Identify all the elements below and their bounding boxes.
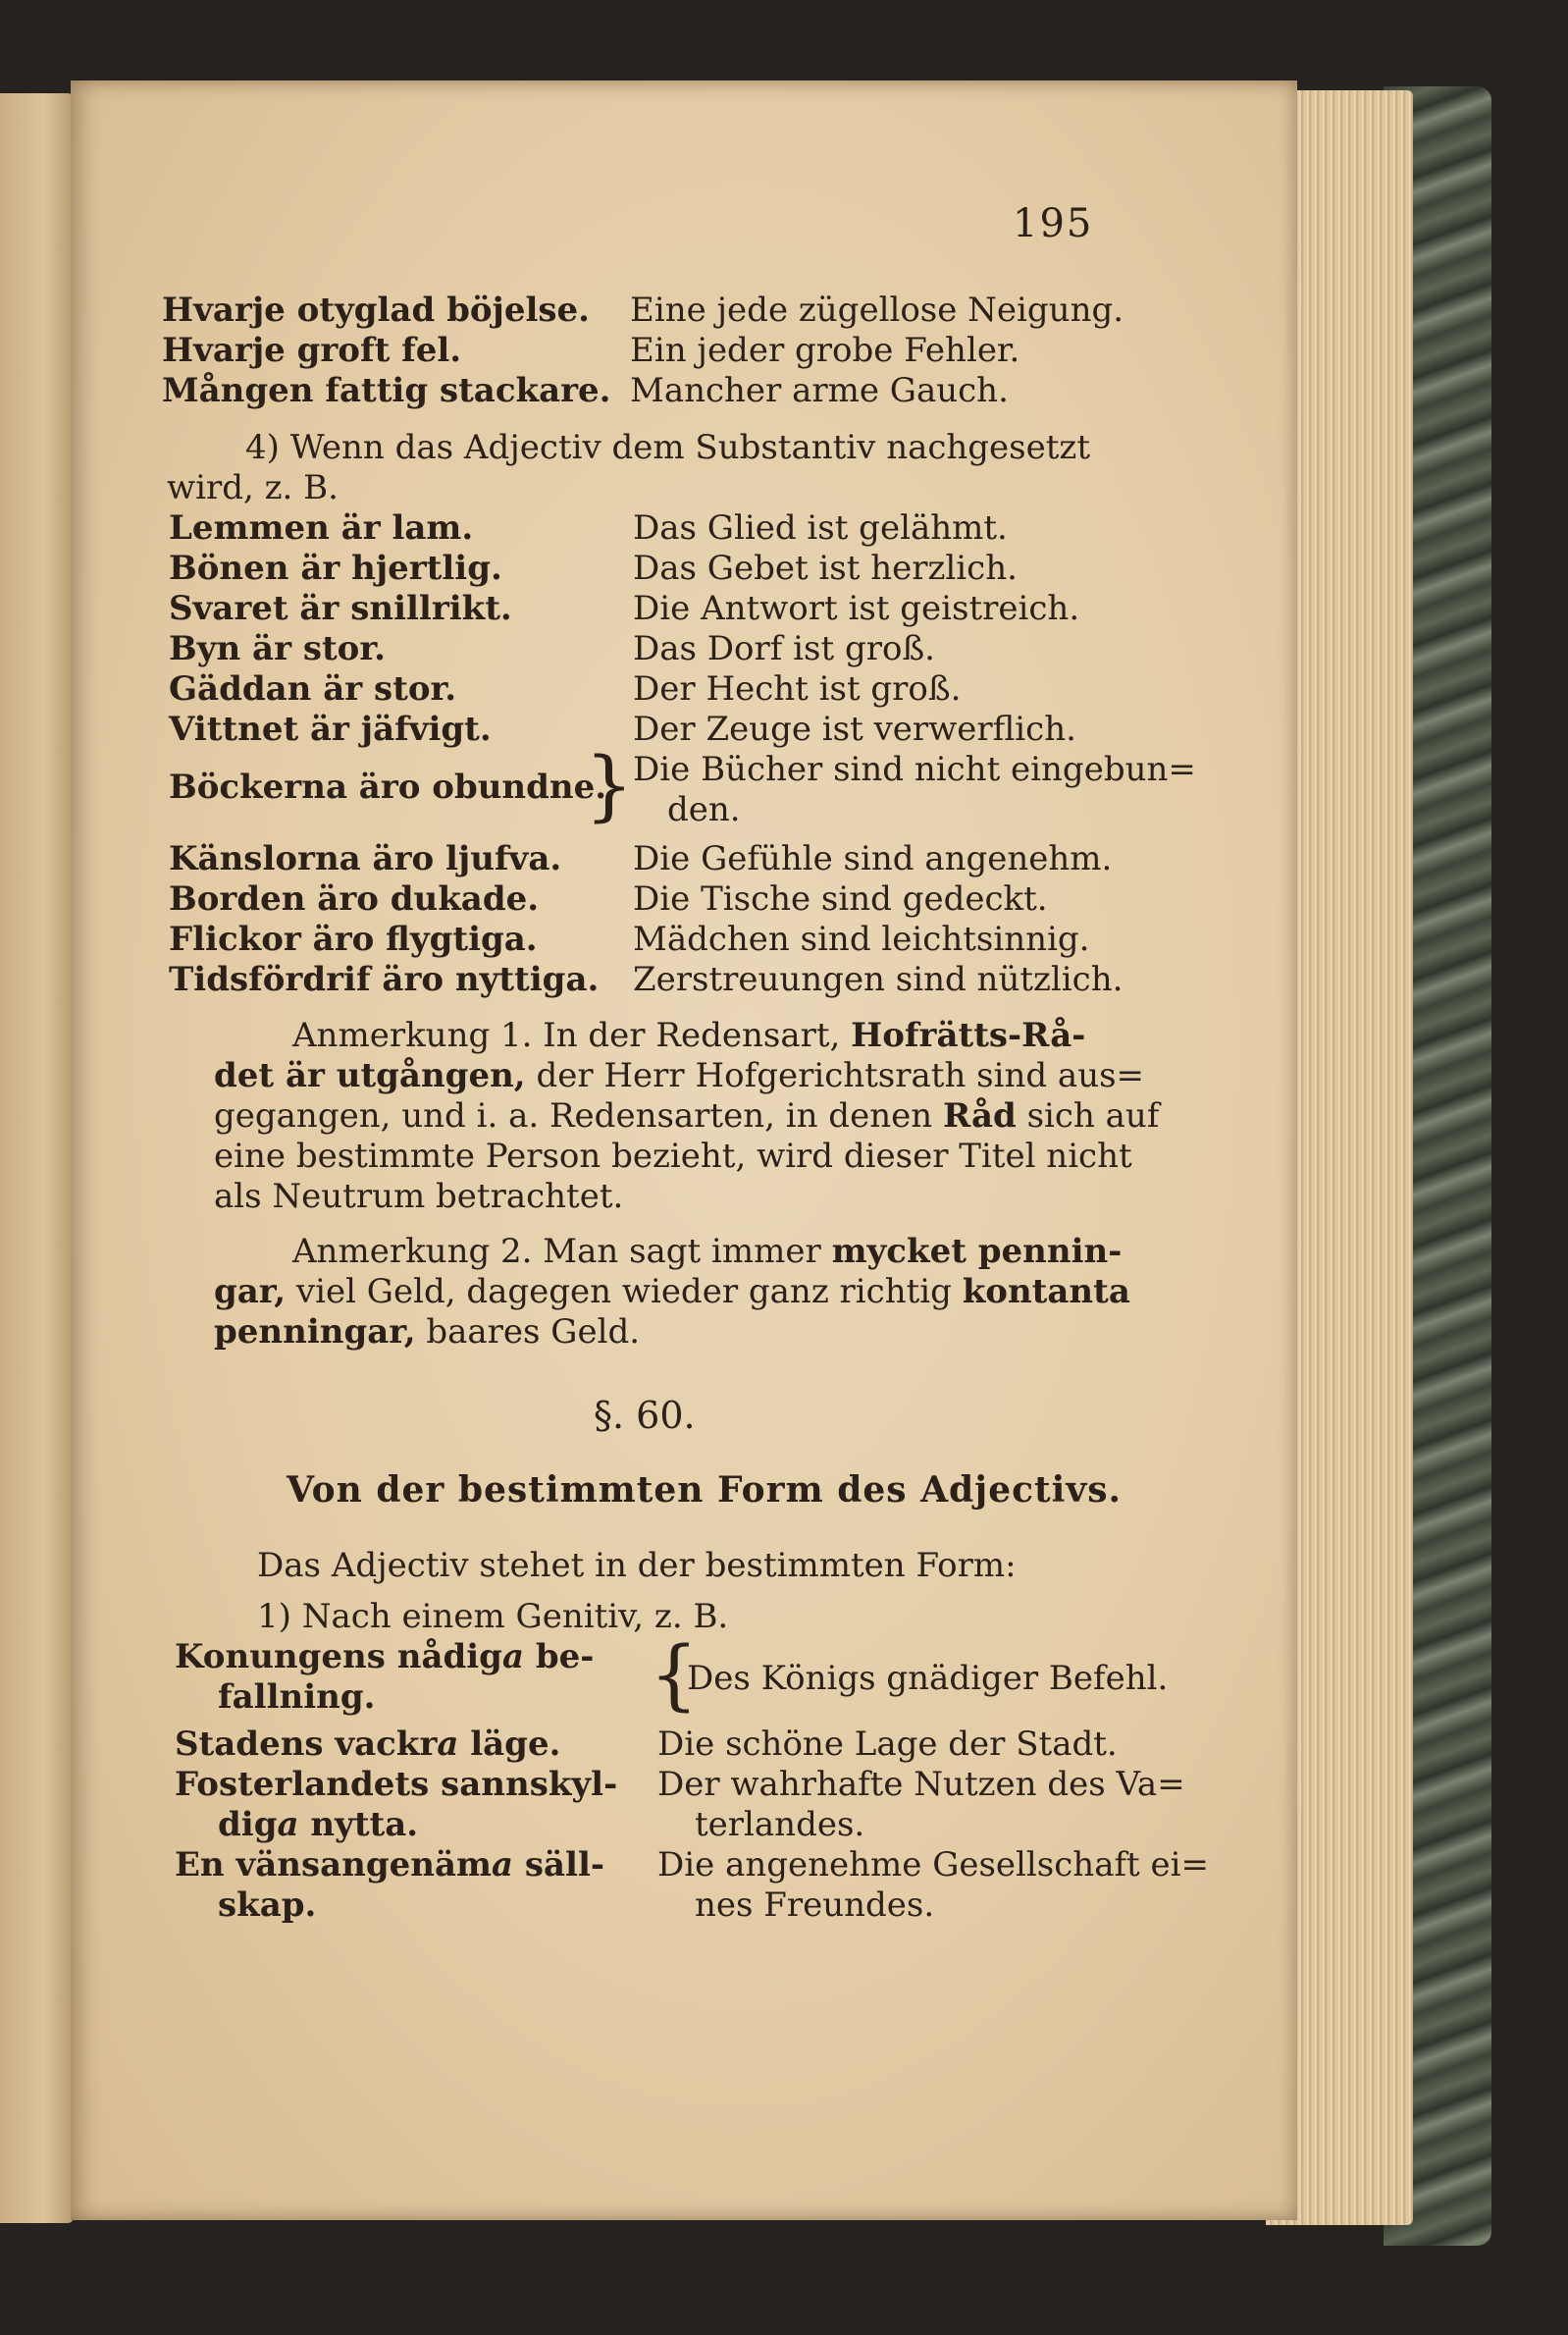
swedish-phrase: Flickor äro flygtiga.: [169, 920, 538, 959]
note-2-line: Anmerkung 2. Man sagt immer mycket pennin-: [292, 1232, 1123, 1271]
swedish-phrase: Svaret är snillrikt.: [169, 589, 512, 628]
german-phrase: Zerstreuungen sind nützlich.: [633, 960, 1124, 999]
swedish-phrase: Hvarje groft fel.: [162, 331, 462, 370]
section-heading: Von der bestimmten Form des Adjectivs.: [287, 1469, 1123, 1511]
german-phrase: Das Dorf ist groß.: [633, 629, 935, 668]
note-1-line: eine bestimmte Person bezieht, wird dieser Titel nicht: [214, 1137, 1132, 1176]
swedish-phrase: Fosterlandets sannskyl-: [175, 1765, 618, 1804]
german-phrase: Mädchen sind leichtsinnig.: [633, 920, 1090, 959]
note-1-line: det är utgången, der Herr Hofgerichtsrath sind aus=: [214, 1056, 1145, 1095]
left-page-edge: [0, 93, 74, 2223]
swedish-phrase: En vänsangenäma säll-: [175, 1845, 604, 1884]
note-2-line: gar, viel Geld, dagegen wieder ganz richtig kontanta: [214, 1272, 1130, 1311]
german-phrase: Die Gefühle sind angenehm.: [633, 839, 1113, 878]
note-1-line: als Neutrum betrachtet.: [214, 1177, 624, 1216]
swedish-phrase: Hvarje otyglad böjelse.: [162, 291, 590, 330]
german-phrase: Der wahrhafte Nutzen des Va=: [657, 1765, 1185, 1804]
note-1-line: gegangen, und i. a. Redensarten, in denen Råd sich auf: [214, 1096, 1160, 1136]
german-phrase: nes Freundes.: [695, 1885, 935, 1925]
swedish-phrase: Tidsfördrif äro nyttiga.: [169, 960, 600, 999]
swedish-phrase: diga nytta.: [218, 1805, 419, 1844]
german-phrase: Die Tische sind gedeckt.: [633, 879, 1048, 919]
swedish-phrase: Bönen är hjertlig.: [169, 549, 502, 588]
german-phrase: Das Gebet ist herzlich.: [633, 549, 1018, 588]
german-phrase: Die Antwort ist geistreich.: [633, 589, 1080, 628]
section-number: §. 60.: [594, 1394, 696, 1437]
swedish-phrase: Lemmen är lam.: [169, 508, 474, 548]
german-phrase: Mancher arme Gauch.: [630, 371, 1009, 410]
german-phrase: Ein jeder grobe Fehler.: [630, 331, 1020, 370]
swedish-phrase: Byn är stor.: [169, 629, 386, 668]
note-1-line: Anmerkung 1. In der Redensart, Hofrätts-Rå-: [292, 1016, 1086, 1055]
swedish-phrase: Mången fattig stackare.: [162, 371, 611, 410]
german-phrase: Die schöne Lage der Stadt.: [657, 1725, 1118, 1764]
swedish-phrase: Böckerna äro obundne.: [169, 768, 607, 807]
swedish-phrase: Borden äro dukade.: [169, 879, 540, 919]
swedish-phrase: fallning.: [218, 1677, 376, 1717]
swedish-phrase: Gäddan är stor.: [169, 669, 457, 709]
rule-line: 1) Nach einem Genitiv, z. B.: [257, 1597, 729, 1636]
german-phrase: Eine jede zügellose Neigung.: [630, 291, 1124, 330]
swedish-phrase: Stadens vackra läge.: [175, 1725, 561, 1764]
german-phrase: Das Glied ist gelähmt.: [633, 508, 1008, 548]
page-number: 195: [1013, 201, 1094, 246]
german-phrase: Die Bücher sind nicht eingebun=: [633, 750, 1196, 789]
rule-line: wird, z. B.: [167, 468, 339, 507]
german-phrase: Des Königs gnädiger Befehl.: [687, 1659, 1169, 1698]
german-phrase: Die angenehme Gesellschaft ei=: [657, 1845, 1209, 1884]
swedish-phrase: Konungens nådiga be-: [175, 1637, 595, 1676]
swedish-phrase: skap.: [218, 1885, 317, 1925]
intro-line: Das Adjectiv stehet in der bestimmten Form:: [257, 1546, 1017, 1585]
left-brace: {: [650, 1631, 699, 1720]
swedish-phrase: Känslorna äro ljufva.: [169, 839, 562, 878]
swedish-phrase: Vittnet är jäfvigt.: [169, 710, 492, 749]
rule-line: 4) Wenn das Adjectiv dem Substantiv nachgesetzt: [245, 428, 1090, 467]
german-phrase: Der Zeuge ist verwerflich.: [633, 710, 1076, 749]
german-phrase: Der Hecht ist groß.: [633, 669, 962, 709]
note-2-line: penningar, baares Geld.: [214, 1312, 641, 1352]
right-brace: }: [585, 742, 634, 830]
german-phrase: terlandes.: [695, 1805, 865, 1844]
german-phrase: den.: [667, 790, 741, 829]
